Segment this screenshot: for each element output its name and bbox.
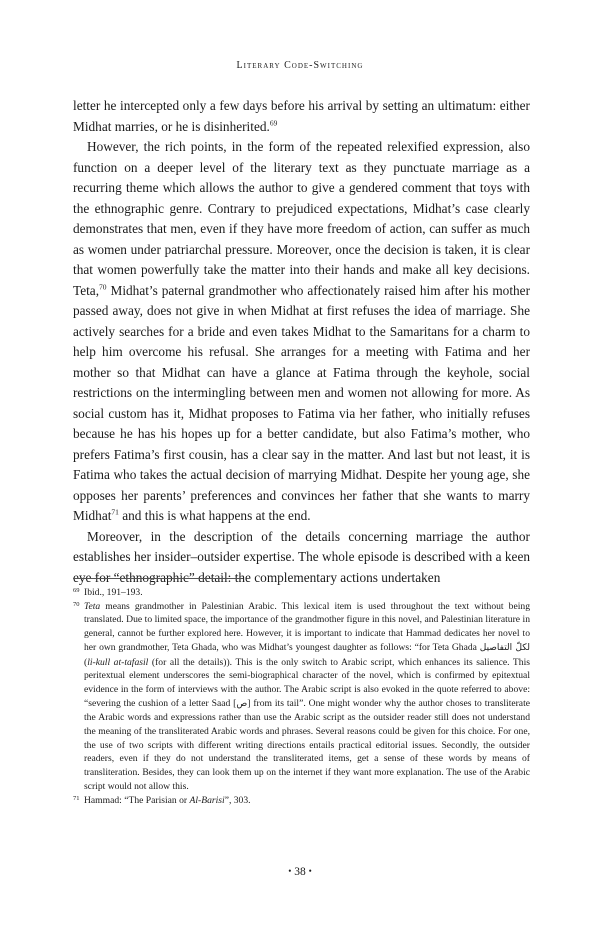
footnote-text: Ibid., 191–193. (84, 587, 143, 598)
footnote-text: ”, 303. (224, 794, 251, 806)
footnote-rule (73, 578, 243, 579)
folio-dot-left: • (288, 866, 292, 876)
footnote-number: 71 (73, 794, 80, 802)
paragraph-2 (73, 137, 530, 527)
footnote-71 (73, 794, 530, 808)
folio-dot-right: • (308, 866, 312, 876)
footnote-italic: Teta (84, 600, 101, 612)
footnote-italic: li-kull at-tafasil (87, 656, 149, 668)
page-number-value: 38 (294, 866, 306, 878)
footnote-69 (73, 586, 530, 600)
footnote-text: Hammad: “The Parisian or (84, 794, 190, 806)
footnote-number: 69 (73, 587, 80, 594)
paragraph-1-text: letter he intercepted only a few days before his arrival by setting an ultimatum: either Midhat marries, or he is disinherited. (73, 98, 530, 134)
footnote-70 (73, 600, 530, 794)
paragraph-2-text-c: and this is what happens at the end. (118, 508, 311, 523)
footnote-ref-70[interactable]: 70 (99, 282, 107, 292)
footnote-number: 70 (73, 600, 80, 608)
footnote-text: ] from its tail”. One might wonder why the author choses to transliterate the Arabic words and expressions rather than use the Arabic script as the outsider reader still does not understand the meaning of the transliterated Arabic words and phrases. Several reasons could be given for this choice. For one, the use of two scripts with different writing directions entails practical editorial issues. Secondly, the outsider readers, even if they do not understand the transliterated items, get a sense of these words by means of transliteration. Besides, they can look them up on the internet if they want more explanation. The use of the Arabic script would not allow this. (84, 697, 530, 792)
paragraph-3: Moreover, in the description of the details concerning marriage the author establishes her insider–outsider expertise. The whole episode is described with a keen eye for “ethnographic” detail: the complementary actions undertaken (73, 528, 530, 585)
paragraph-1 (73, 96, 530, 137)
footnote-text: means grandmother in Palestinian Arabic. This lexical item is used throughout the text without being translated. Due to limited space, the importance of the grandmother figure in this novel, and Palestinian literature in general, cannot be further explored here. However, it is important to indicate that Hammad dedicates her novel to her own grandmother, Teta Ghada, who was Midhat’s youngest daughter as follows: “for Teta Ghada (84, 600, 530, 653)
footnote-italic: Al-Barisi (189, 794, 225, 806)
paragraph-2-text-a: However, the rich points, in the form of the repeated relexified expression, also function on a deeper level of the literary text as they punctuate marriage as a recurring theme which allows the author to give a gendered comment that toys with the ethnographic genre. Contrary to prejudiced expectations, Midhat’s case clearly demonstrates that men, even if they have more freedom of action, can suffer as much as women under patriarchal pressure. Moreover, once the decision is taken, it is clear that women powerfully take the matter into their hands and make all key decisions. Teta, (73, 139, 530, 298)
arabic-letter: ص (236, 698, 248, 709)
arabic-phrase: لكلّ التفاصيل (479, 642, 530, 653)
body-text (73, 96, 530, 588)
footnote-text: ( (84, 656, 88, 668)
footnote-text: (for all the details)). This is the only switch to Arabic script, which enhances its salience. This peritextual element underscores the semi-biographical character of the novel, which is confirmed by epitextual evidence in the form of interviews with the author. The Arabic script is also evoked in the quote referred to above: “severing the cushion of a letter Saad [ (84, 656, 530, 709)
footnote-ref-69[interactable]: 69 (269, 118, 278, 128)
footnotes (73, 586, 530, 807)
page-number (0, 866, 600, 878)
running-head: Literary Code-Switching (236, 60, 364, 71)
footnote-ref-71[interactable]: 71 (111, 507, 119, 517)
paragraph-2-text-b: Midhat’s paternal grandmother who affectionately raised him after his mother passed away, does not give in when Midhat at first refuses the idea of marriage. She actively searches for a bride and even takes Midhat to the Samaritans for a charm to help him overcome his refusal. She arranges for a meeting with Fatima and her mother so that Midhat can have a glance at Fatima through the keyhole, social restrictions on the intermingling between men and women not allowing for more. As social custom has it, Midhat proposes to Fatima via her father, who initially refuses because he has his hopes up for a better candidate, but also Fatima’s mother, who prefers Fatima’s first cousin, has a clear say in the matter. And last but not least, it is Fatima who takes the actual decision of marrying Midhat. Despite her young age, she opposes her parents’ preferences and convinces her father that she wants to marry Midhat (73, 282, 530, 523)
